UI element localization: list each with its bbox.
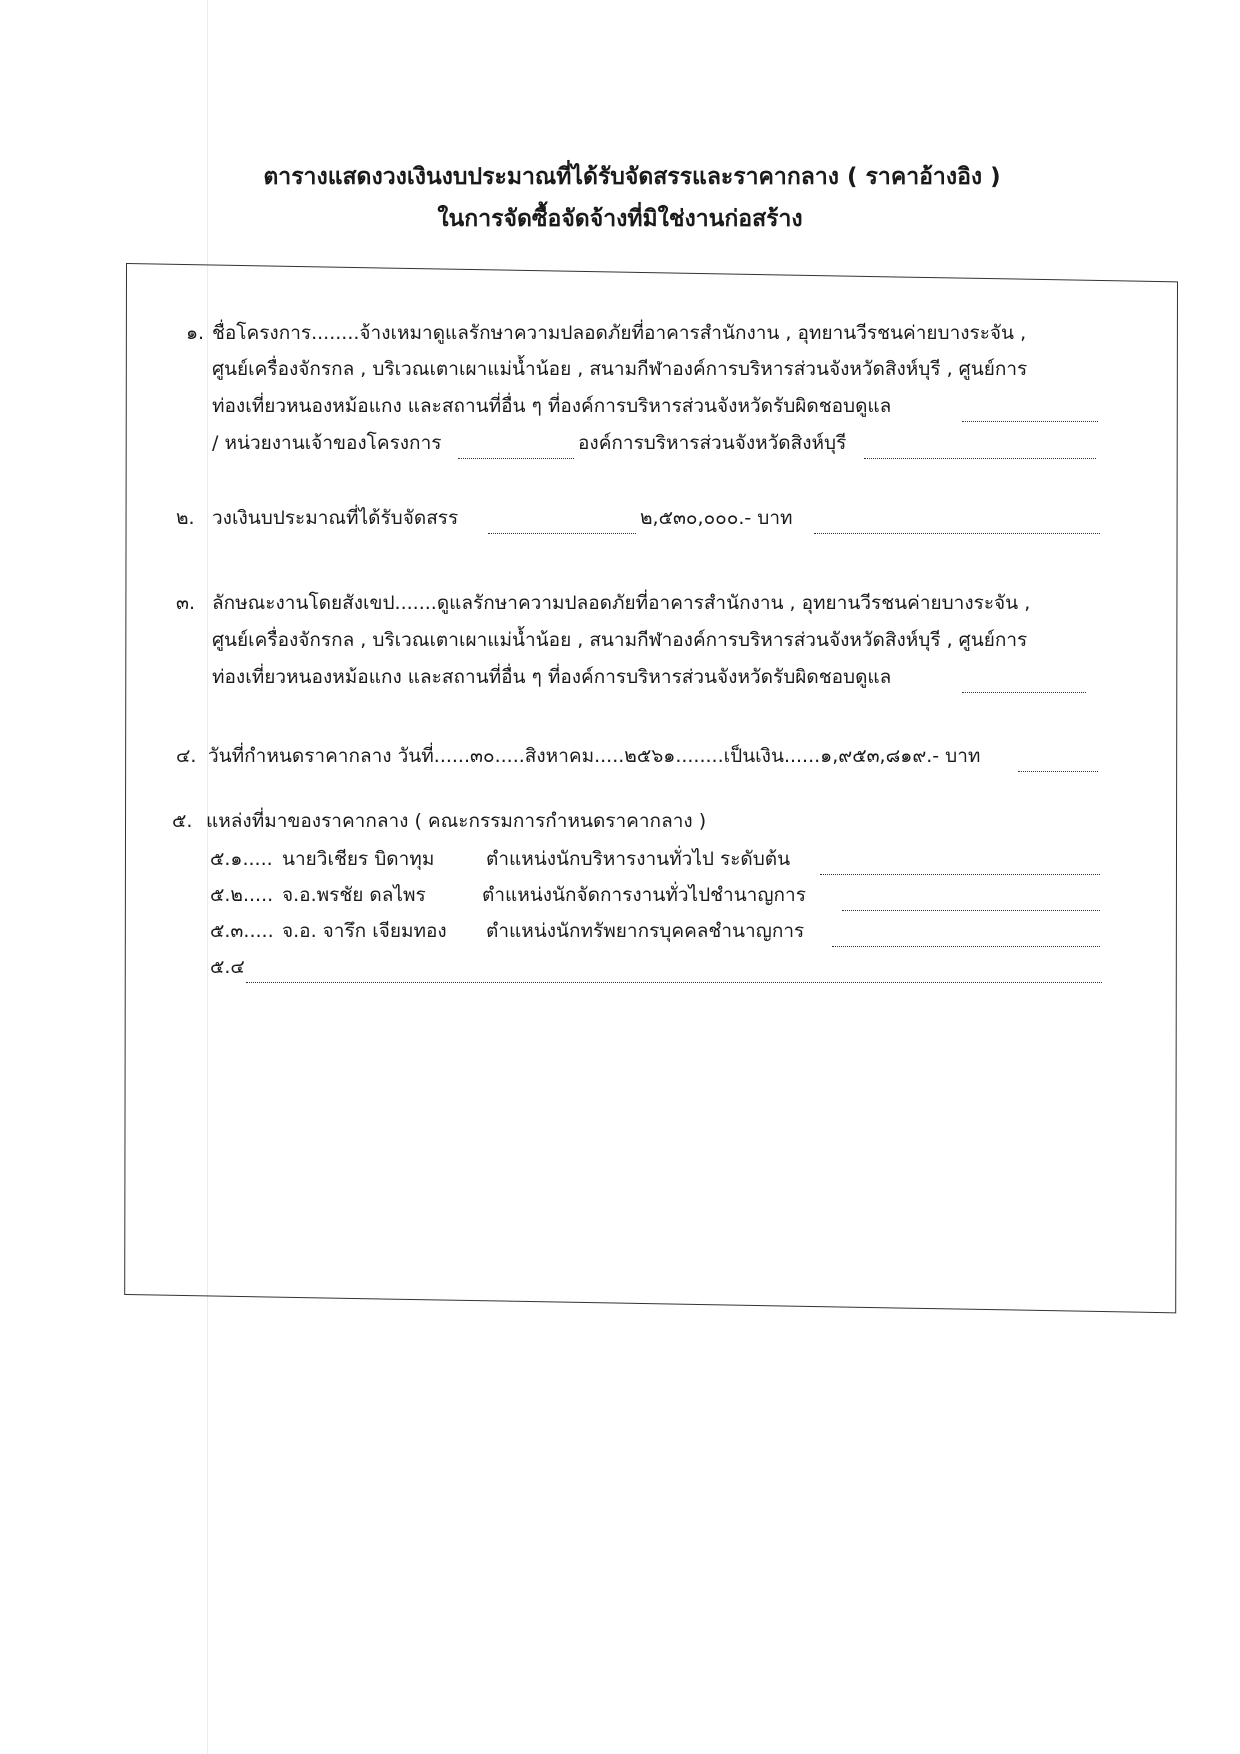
dotted-fill bbox=[1018, 771, 1098, 772]
dotted-fill bbox=[814, 533, 1100, 534]
dotted-fill bbox=[962, 692, 1086, 693]
document-title-line-2: ในการจัดซื้อจัดจ้างที่มิใช่งานก่อสร้าง bbox=[437, 206, 803, 232]
work-summary-label: ลักษณะงานโดยสังเขป....... bbox=[212, 592, 437, 614]
reference-price-date: วันที่กำหนดราคากลาง วันที่......๓๐.....สิงหาคม.....๒๕๖๑........เป็นเงิน......๑,๙๕๓,๘๑๙.- บาท bbox=[208, 745, 981, 767]
committee-member-index: ๕.๔ bbox=[210, 956, 245, 978]
section-2-number: ๒. bbox=[176, 507, 195, 529]
project-name-line-3: ท่องเที่ยวหนองหม้อแกง และสถานที่อื่น ๆ ที่องค์การบริหารส่วนจังหวัดรับผิดชอบดูแล bbox=[212, 395, 892, 417]
document-title-line-1: ตารางแสดงวงเงินงบประมาณที่ได้รับจัดสรรและราคากลาง ( ราคาอ้างอิง ) bbox=[263, 164, 1001, 190]
project-name-line-2: ศูนย์เครื่องจักรกล , บริเวณเตาเผาแม่น้ำน้อย , สนามกีฬาองค์การบริหารส่วนจังหวัดสิงห์บุรี , ศูนย์การ bbox=[212, 358, 1028, 380]
committee-member-position: ตำแหน่งนักจัดการงานทั่วไปชำนาญการ bbox=[482, 884, 806, 906]
work-summary-line-3: ท่องเที่ยวหนองหม้อแกง และสถานที่อื่น ๆ ที่องค์การบริหารส่วนจังหวัดรับผิดชอบดูแล bbox=[212, 666, 892, 688]
project-name-label: ชื่อโครงการ........ bbox=[212, 322, 360, 344]
dotted-fill bbox=[458, 458, 574, 459]
section-1-line-1 bbox=[212, 320, 1026, 346]
project-owner-value: องค์การบริหารส่วนจังหวัดสิงห์บุรี bbox=[578, 432, 847, 454]
budget-amount: ๒,๕๓๐,๐๐๐.- บาท bbox=[640, 507, 793, 529]
work-summary-line-1: ดูแลรักษาความปลอดภัยที่อาคารสำนักงาน , อุทยานวีรชนค่ายบางระจัน , bbox=[436, 592, 1031, 614]
section-1-number: ๑. bbox=[186, 322, 205, 344]
committee-member-index: ๕.๑..... bbox=[210, 848, 273, 870]
committee-member-name: นายวิเชียร บิดาทุม bbox=[282, 848, 435, 870]
section-4-number: ๔. bbox=[176, 745, 197, 767]
dotted-fill bbox=[864, 458, 1096, 459]
dotted-fill bbox=[488, 533, 636, 534]
committee-member-position: ตำแหน่งนักทรัพยากรบุคคลชำนาญการ bbox=[486, 920, 805, 942]
project-owner-label: / หน่วยงานเจ้าของโครงการ bbox=[212, 432, 442, 454]
project-name-line-1: จ้างเหมาดูแลรักษาความปลอดภัยที่อาคารสำนักงาน , อุทยานวีรชนค่ายบางระจัน , bbox=[359, 322, 1027, 344]
section-3-line-1 bbox=[212, 590, 1030, 616]
committee-member-index: ๕.๓..... bbox=[210, 920, 274, 942]
section-3-number: ๓. bbox=[176, 592, 196, 614]
dotted-fill bbox=[842, 910, 1100, 911]
work-summary-line-2: ศูนย์เครื่องจักรกล , บริเวณเตาเผาแม่น้ำน้อย , สนามกีฬาองค์การบริหารส่วนจังหวัดสิงห์บุรี , ศูนย์การ bbox=[212, 629, 1028, 651]
dotted-fill bbox=[820, 874, 1100, 875]
reference-source-label: แหล่งที่มาของราคากลาง ( คณะกรรมการกำหนดราคากลาง ) bbox=[206, 810, 707, 832]
committee-member-index: ๕.๒..... bbox=[210, 884, 274, 906]
committee-member-name: จ.อ.พรชัย ดลไพร bbox=[282, 884, 426, 906]
budget-label: วงเงินบประมาณที่ได้รับจัดสรร bbox=[212, 507, 459, 529]
dotted-fill bbox=[832, 946, 1100, 947]
section-5-number: ๕. bbox=[172, 810, 193, 832]
committee-member-name: จ.อ. จารึก เจียมทอง bbox=[282, 920, 447, 942]
committee-member-position: ตำแหน่งนักบริหารงานทั่วไป ระดับต้น bbox=[486, 848, 791, 870]
dotted-fill bbox=[962, 421, 1098, 422]
dotted-fill bbox=[246, 982, 1102, 983]
